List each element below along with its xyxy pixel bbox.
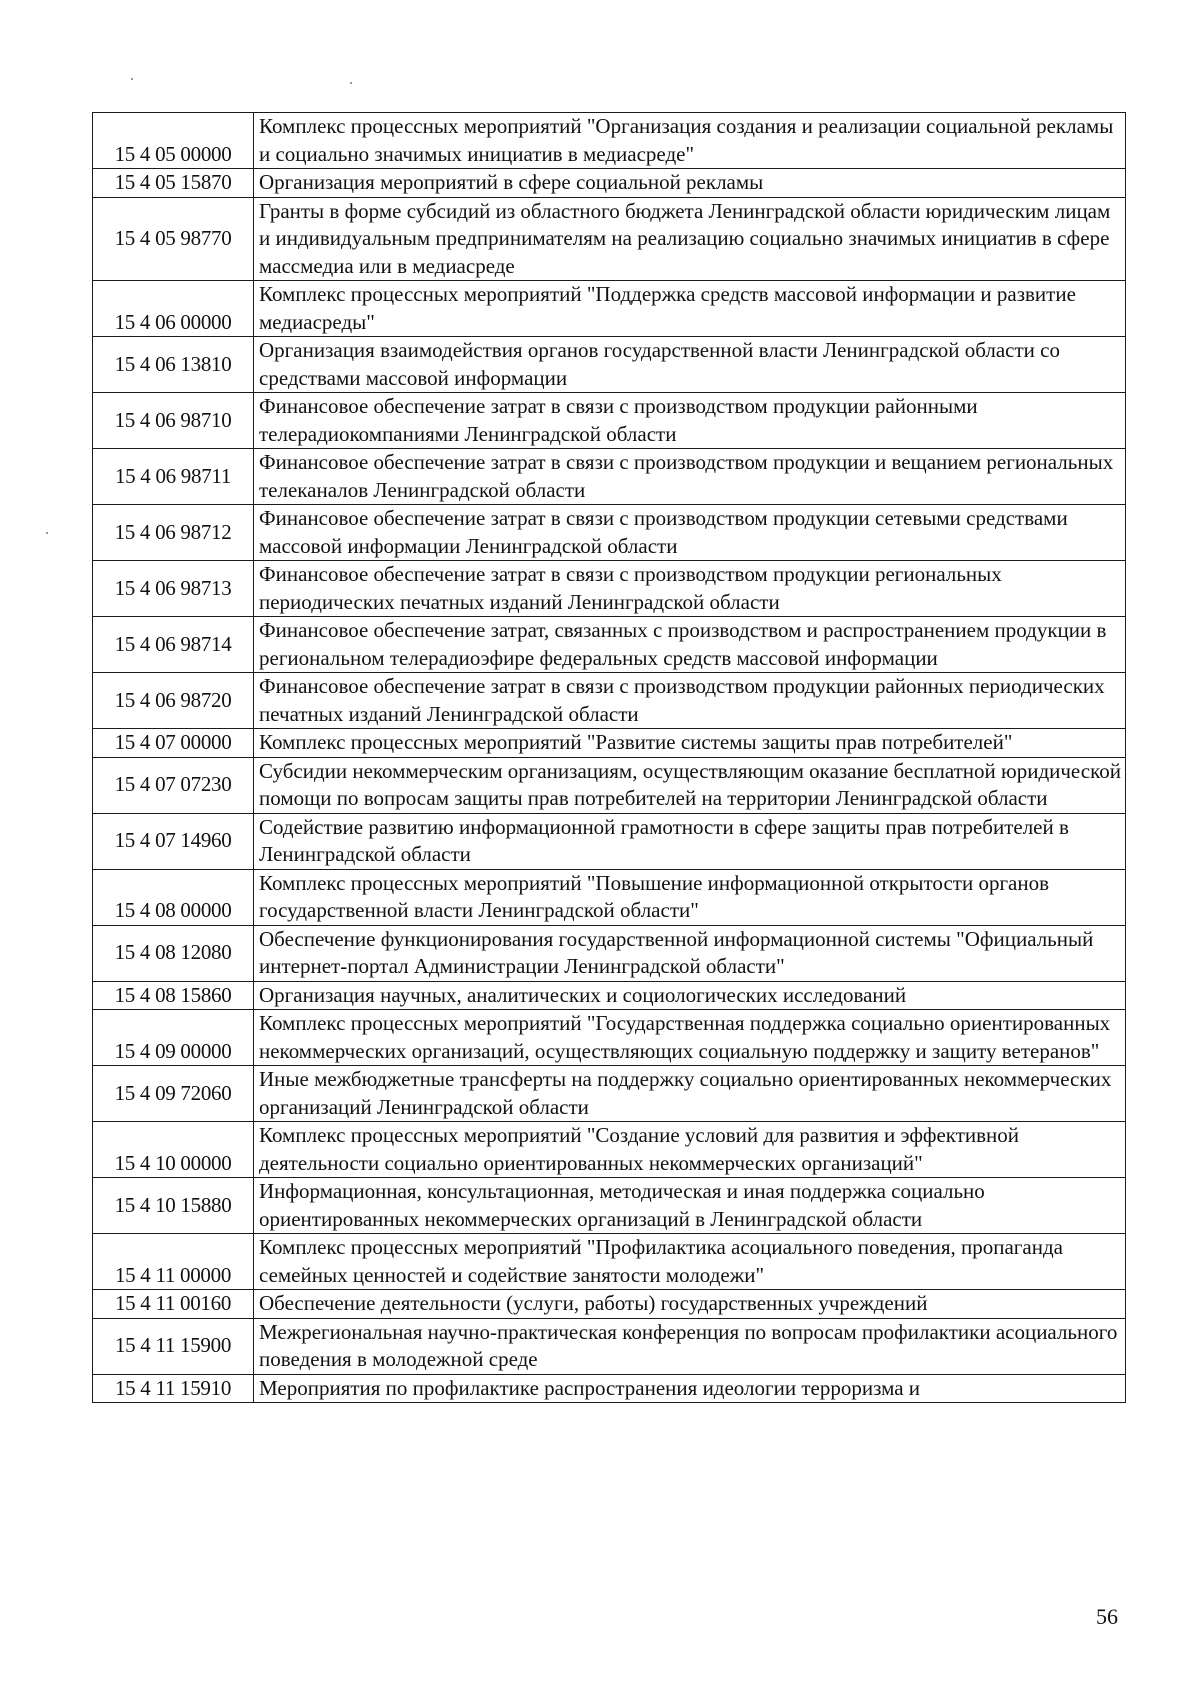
table-row: [93, 169, 1126, 198]
table-row: [93, 561, 1126, 617]
table-row: [93, 113, 1126, 169]
table-row: [93, 869, 1126, 925]
table-row: [93, 449, 1126, 505]
row-code: 15 4 07 07230: [93, 757, 254, 813]
row-description: Комплекс процессных мероприятий "Организация создания и реализации социальной рекламы и социально значимых инициатив в медиасреде": [254, 113, 1126, 169]
row-description: Обеспечение деятельности (услуги, работы) государственных учреждений: [254, 1290, 1126, 1319]
row-code: 15 4 09 72060: [93, 1066, 254, 1122]
table-row: [93, 1010, 1126, 1066]
table-row: [93, 1318, 1126, 1374]
row-code: 15 4 05 15870: [93, 169, 254, 198]
row-code: 15 4 05 98770: [93, 197, 254, 281]
table-row: [93, 617, 1126, 673]
row-code: 15 4 08 15860: [93, 981, 254, 1010]
row-description: Гранты в форме субсидий из областного бюджета Ленинградской области юридическим лицам и индивидуальным предпринимателям на реализацию социально значимых инициатив в сфере массмедиа или в медиасреде: [254, 197, 1126, 281]
table-row: [93, 673, 1126, 729]
row-code: 15 4 06 98712: [93, 505, 254, 561]
row-code: 15 4 06 98720: [93, 673, 254, 729]
table-row: [93, 337, 1126, 393]
table-row: [93, 729, 1126, 758]
budget-code-table: [92, 112, 1126, 1403]
table-body: [93, 113, 1126, 1403]
row-description: Организация мероприятий в сфере социальной рекламы: [254, 169, 1126, 198]
row-code: 15 4 08 12080: [93, 925, 254, 981]
row-description: Мероприятия по профилактике распространения идеологии терроризма и: [254, 1374, 1126, 1403]
row-code: 15 4 08 00000: [93, 869, 254, 925]
row-code: 15 4 06 00000: [93, 281, 254, 337]
table-row: [93, 925, 1126, 981]
row-description: Финансовое обеспечение затрат в связи с производством продукции и вещанием региональных телеканалов Ленинградской области: [254, 449, 1126, 505]
row-description: Комплекс процессных мероприятий "Профилактика асоциального поведения, пропаганда семейных ценностей и содействие занятости молодежи": [254, 1234, 1126, 1290]
row-description: Содействие развитию информационной грамотности в сфере защиты прав потребителей в Ленинградской области: [254, 813, 1126, 869]
row-description: Комплекс процессных мероприятий "Повышение информационной открытости органов государственной власти Ленинградской области": [254, 869, 1126, 925]
table-row: [93, 981, 1126, 1010]
row-code: 15 4 11 00000: [93, 1234, 254, 1290]
row-description: Межрегиональная научно-практическая конференция по вопросам профилактики асоциального поведения в молодежной среде: [254, 1318, 1126, 1374]
row-description: Организация научных, аналитических и социологических исследований: [254, 981, 1126, 1010]
table-row: [93, 1374, 1126, 1403]
row-description: Финансовое обеспечение затрат в связи с производством продукции сетевыми средствами массовой информации Ленинградской области: [254, 505, 1126, 561]
row-code: 15 4 11 15900: [93, 1318, 254, 1374]
row-description: Комплекс процессных мероприятий "Поддержка средств массовой информации и развитие медиасреды": [254, 281, 1126, 337]
row-code: 15 4 06 13810: [93, 337, 254, 393]
row-code: 15 4 06 98710: [93, 393, 254, 449]
row-description: Комплекс процессных мероприятий "Развитие системы защиты прав потребителей": [254, 729, 1126, 758]
row-description: Обеспечение функционирования государственной информационной системы "Официальный интернет-портал Администрации Ленинградской области": [254, 925, 1126, 981]
row-code: 15 4 06 98713: [93, 561, 254, 617]
row-description: Финансовое обеспечение затрат в связи с производством продукции региональных периодических печатных изданий Ленинградской области: [254, 561, 1126, 617]
row-description: Финансовое обеспечение затрат, связанных с производством и распространением продукции в региональном телерадиоэфире федеральных средств массовой информации: [254, 617, 1126, 673]
row-code: 15 4 05 00000: [93, 113, 254, 169]
row-description: Комплекс процессных мероприятий "Создание условий для развития и эффективной деятельности социально ориентированных некоммерческих организаций": [254, 1122, 1126, 1178]
row-description: Финансовое обеспечение затрат в связи с производством продукции районных периодических печатных изданий Ленинградской области: [254, 673, 1126, 729]
row-code: 15 4 06 98711: [93, 449, 254, 505]
row-code: 15 4 10 15880: [93, 1178, 254, 1234]
row-description: Информационная, консультационная, методическая и иная поддержка социально ориентированных некоммерческих организаций в Ленинградской области: [254, 1178, 1126, 1234]
row-description: Иные межбюджетные трансферты на поддержку социально ориентированных некоммерческих организаций Ленинградской области: [254, 1066, 1126, 1122]
table-row: [93, 505, 1126, 561]
row-code: 15 4 11 15910: [93, 1374, 254, 1403]
row-description: Комплекс процессных мероприятий "Государственная поддержка социально ориентированных некоммерческих организаций, осуществляющих социальную поддержку и защиту ветеранов": [254, 1010, 1126, 1066]
table-row: [93, 1122, 1126, 1178]
table-row: [93, 1234, 1126, 1290]
table-row: [93, 1066, 1126, 1122]
page-number: 56: [1096, 1604, 1118, 1629]
table-row: [93, 197, 1126, 281]
row-code: 15 4 11 00160: [93, 1290, 254, 1319]
row-description: Финансовое обеспечение затрат в связи с производством продукции районными телерадиокомпаниями Ленинградской области: [254, 393, 1126, 449]
table-row: [93, 281, 1126, 337]
row-description: Организация взаимодействия органов государственной власти Ленинградской области со средствами массовой информации: [254, 337, 1126, 393]
table-row: [93, 813, 1126, 869]
row-description: Субсидии некоммерческим организациям, осуществляющим оказание бесплатной юридической помощи по вопросам защиты прав потребителей на территории Ленинградской области: [254, 757, 1126, 813]
row-code: 15 4 10 00000: [93, 1122, 254, 1178]
row-code: 15 4 07 00000: [93, 729, 254, 758]
scan-speck: [350, 82, 352, 84]
row-code: 15 4 09 00000: [93, 1010, 254, 1066]
table-row: [93, 393, 1126, 449]
row-code: 15 4 06 98714: [93, 617, 254, 673]
row-code: 15 4 07 14960: [93, 813, 254, 869]
table-row: [93, 1290, 1126, 1319]
scan-speck: [46, 532, 48, 534]
table-row: [93, 757, 1126, 813]
table-row: [93, 1178, 1126, 1234]
scan-speck: [131, 78, 133, 80]
